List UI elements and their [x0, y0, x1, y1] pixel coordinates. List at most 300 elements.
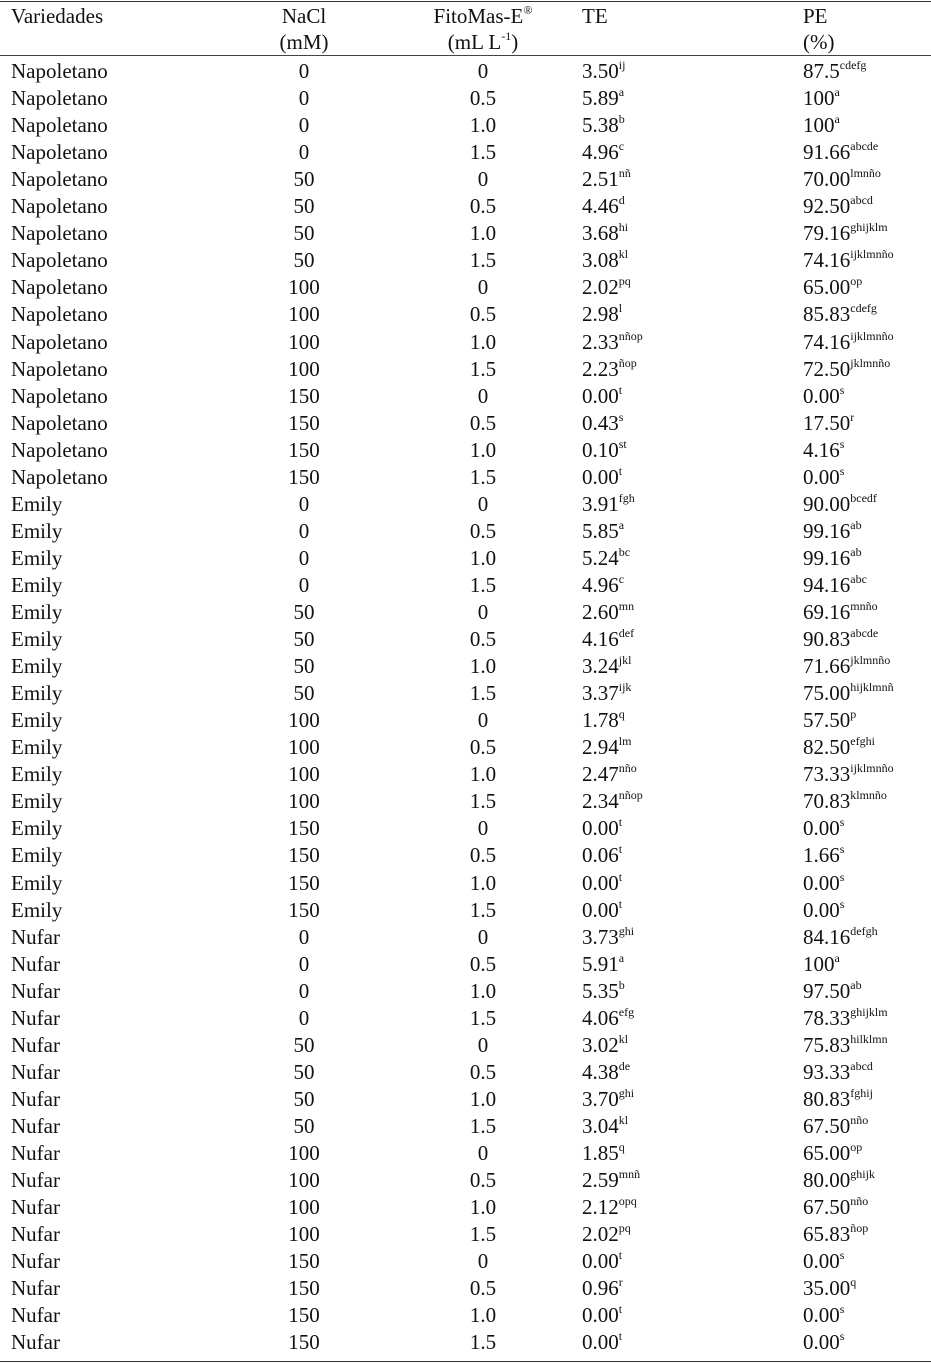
te-cell [582, 220, 628, 247]
pe-cell [803, 599, 878, 626]
pe-value: 100 [803, 113, 835, 138]
variety-cell: Emily [11, 491, 63, 516]
pe-cell [803, 707, 856, 734]
pe-value: 70.00 [803, 167, 851, 192]
fitomas-cell: 0.5 [469, 951, 497, 976]
nacl-cell: 0 [298, 572, 310, 597]
nacl-cell: 150 [288, 870, 320, 895]
pe-value: 0.00 [803, 1249, 840, 1274]
pe-letters: fghij [850, 1085, 873, 1100]
te-value: 3.04 [582, 1113, 619, 1138]
table-row [0, 626, 931, 653]
variety-cell: Napoletano [11, 248, 108, 273]
te-letters: d [618, 193, 625, 208]
pe-value: 0.00 [803, 897, 840, 922]
te-letters: pq [618, 1221, 631, 1236]
fitomas-cell: 0 [477, 383, 489, 408]
fitomas-cell: 0 [477, 1141, 489, 1165]
nacl-cell: 50 [293, 1086, 315, 1111]
nacl-cell: 150 [288, 816, 320, 841]
table-row [0, 599, 931, 626]
te-value: 3.70 [582, 1086, 619, 1111]
variety-cell: Nufar [11, 1059, 60, 1084]
pe-cell [803, 410, 854, 437]
variety-cell: Napoletano [11, 194, 108, 219]
te-letters: q [618, 707, 625, 722]
nacl-cell: 100 [288, 1195, 320, 1220]
table-row [0, 572, 931, 599]
te-cell [582, 897, 622, 924]
pe-cell [803, 85, 840, 112]
nacl-cell: 100 [288, 1168, 320, 1193]
variety-cell: Nufar [11, 1303, 60, 1328]
table-row [0, 464, 931, 491]
nacl-cell: 100 [288, 275, 320, 300]
nacl-cell: 0 [298, 113, 310, 138]
table-row [0, 1248, 931, 1275]
pe-letters: hilklmn [850, 1031, 888, 1046]
table-row [0, 58, 931, 85]
te-value: 3.50 [582, 59, 619, 83]
nacl-cell: 0 [298, 978, 310, 1003]
fitomas-cell: 0.5 [469, 1276, 497, 1301]
variety-cell: Nufar [11, 1113, 60, 1138]
te-value: 3.24 [582, 654, 619, 679]
variety-cell: Emily [11, 708, 63, 733]
pe-cell [803, 1302, 844, 1329]
pe-value: 90.83 [803, 627, 851, 652]
pe-cell [803, 761, 894, 788]
header-rule [0, 55, 931, 56]
fitomas-cell: 1.5 [469, 1330, 497, 1355]
pe-cell [803, 788, 887, 815]
variety-cell: Napoletano [11, 356, 108, 381]
pe-letters: abcde [850, 626, 879, 641]
fitomas-cell: 1.5 [469, 356, 497, 381]
pe-cell [803, 924, 878, 951]
table-row [0, 274, 931, 301]
fitomas-cell: 1.0 [469, 1303, 497, 1328]
variety-cell: Nufar [11, 1141, 60, 1165]
table-row [0, 978, 931, 1005]
te-letters: pq [618, 274, 631, 289]
pe-value: 91.66 [803, 140, 851, 165]
pe-cell [803, 1221, 868, 1248]
fitomas-cell: 1.0 [469, 437, 497, 462]
te-value: 0.06 [582, 843, 619, 868]
te-letters: bc [618, 544, 631, 559]
te-cell [582, 1194, 637, 1221]
variety-cell: Napoletano [11, 275, 108, 300]
pe-letters: abcd [850, 1058, 873, 1073]
te-value: 5.91 [582, 951, 619, 976]
table-row [0, 870, 931, 897]
nacl-cell: 50 [293, 1113, 315, 1138]
fitomas-cell: 0 [477, 1032, 489, 1057]
pe-cell [803, 978, 862, 1005]
te-letters: kl [618, 247, 629, 262]
variety-cell: Emily [11, 654, 63, 679]
pe-cell [803, 247, 894, 274]
pe-letters: ab [850, 544, 862, 559]
pe-value: 73.33 [803, 762, 851, 787]
pe-cell [803, 572, 867, 599]
table-row [0, 139, 931, 166]
variety-cell: Napoletano [11, 59, 108, 83]
nacl-cell: 150 [288, 1303, 320, 1328]
nacl-cell: 50 [293, 600, 315, 624]
nacl-cell: 50 [293, 627, 315, 652]
nacl-cell: 100 [288, 789, 320, 814]
table-top-rule [0, 1, 931, 2]
header-te: TE [582, 4, 608, 28]
te-cell [582, 1167, 640, 1194]
pe-letters: ghijklm [850, 220, 888, 235]
pe-value: 0.00 [803, 870, 840, 895]
pe-value: 94.16 [803, 572, 851, 597]
te-value: 4.16 [582, 627, 619, 652]
te-value: 1.85 [582, 1141, 619, 1165]
nacl-cell: 50 [293, 654, 315, 679]
te-cell [582, 1005, 634, 1032]
pe-value: 65.83 [803, 1222, 851, 1247]
te-cell [582, 301, 622, 328]
te-letters: t [618, 1329, 623, 1344]
te-value: 3.73 [582, 924, 619, 949]
pe-cell [803, 1194, 868, 1221]
pe-value: 0.00 [803, 383, 840, 408]
te-letters: jkl [618, 653, 632, 668]
nacl-cell: 0 [298, 491, 310, 516]
variety-cell: Emily [11, 518, 63, 543]
pe-value: 99.16 [803, 545, 851, 570]
fitomas-cell: 1.0 [469, 654, 497, 679]
table-row [0, 1167, 931, 1194]
pe-letters: s [839, 463, 845, 478]
pe-letters: klmnño [850, 788, 887, 803]
pe-value: 0.00 [803, 1330, 840, 1355]
te-value: 5.24 [582, 545, 619, 570]
pe-value: 75.00 [803, 681, 851, 706]
table-row [0, 301, 931, 328]
pe-letters: q [850, 1275, 857, 1290]
pe-cell [803, 301, 877, 328]
pe-letters: jklmnño [850, 653, 891, 668]
te-cell [582, 112, 625, 139]
table-row [0, 1032, 931, 1059]
te-cell [582, 951, 624, 978]
te-letters: kl [618, 1112, 629, 1127]
te-value: 2.51 [582, 167, 619, 192]
te-letters: t [618, 896, 623, 911]
fitomas-cell: 1.0 [469, 329, 497, 354]
pe-cell [803, 112, 840, 139]
pe-letters: defgh [850, 923, 878, 938]
variety-cell: Nufar [11, 978, 60, 1003]
pe-letters: s [839, 1302, 845, 1317]
variety-cell: Emily [11, 870, 63, 895]
te-value: 2.33 [582, 329, 619, 354]
pe-letters: op [850, 274, 863, 289]
variety-cell: Napoletano [11, 383, 108, 408]
header-nacl: NaCl (mM) [279, 4, 329, 54]
fitomas-cell: 0.5 [469, 735, 497, 760]
te-letters: b [618, 977, 625, 992]
pe-letters: ijklmnño [850, 761, 894, 776]
pe-value: 1.66 [803, 843, 840, 868]
nacl-cell: 100 [288, 1222, 320, 1247]
pe-value: 93.33 [803, 1059, 851, 1084]
pe-value: 70.83 [803, 789, 851, 814]
te-cell [582, 1248, 622, 1275]
te-cell [582, 924, 634, 951]
nacl-cell: 150 [288, 843, 320, 868]
pe-value: 0.00 [803, 1303, 840, 1328]
fitomas-cell: 1.5 [469, 1005, 497, 1030]
fitomas-cell: 1.5 [469, 1113, 497, 1138]
table-row [0, 707, 931, 734]
table-row [0, 653, 931, 680]
te-letters: t [618, 1248, 623, 1263]
fitomas-cell: 0.5 [469, 518, 497, 543]
te-cell [582, 518, 624, 545]
pe-value: 82.50 [803, 735, 851, 760]
te-letters: t [618, 869, 623, 884]
pe-letters: jklmnño [850, 355, 891, 370]
te-value: 4.38 [582, 1059, 619, 1084]
te-value: 3.08 [582, 248, 619, 273]
te-value: 1.78 [582, 708, 619, 733]
te-value: 0.00 [582, 383, 619, 408]
nacl-cell: 0 [298, 518, 310, 543]
te-cell [582, 626, 634, 653]
pe-cell [803, 951, 840, 978]
header-variety: Variedades [11, 4, 104, 28]
te-letters: nñop [618, 328, 643, 343]
pe-value: 97.50 [803, 978, 851, 1003]
variety-cell: Emily [11, 789, 63, 814]
nacl-cell: 0 [298, 951, 310, 976]
pe-letters: s [839, 815, 845, 830]
te-value: 0.00 [582, 870, 619, 895]
pe-value: 57.50 [803, 708, 851, 733]
te-cell [582, 1221, 631, 1248]
fitomas-cell: 0 [477, 1249, 489, 1274]
te-letters: nñop [618, 788, 643, 803]
pe-letters: nño [850, 1194, 869, 1209]
table-row [0, 545, 931, 572]
table-row [0, 85, 931, 112]
variety-cell: Emily [11, 545, 63, 570]
nacl-cell: 150 [288, 437, 320, 462]
table-row [0, 951, 931, 978]
nacl-cell: 50 [293, 221, 315, 246]
pe-value: 67.50 [803, 1195, 851, 1220]
table-row [0, 1194, 931, 1221]
pe-letters: ab [850, 517, 862, 532]
pe-letters: ijklmnño [850, 247, 894, 262]
table-row [0, 356, 931, 383]
variety-cell: Nufar [11, 1168, 60, 1193]
nacl-cell: 50 [293, 194, 315, 219]
fitomas-cell: 0.5 [469, 1059, 497, 1084]
fitomas-cell: 1.5 [469, 1222, 497, 1247]
pe-value: 65.00 [803, 1141, 851, 1165]
nacl-cell: 150 [288, 1276, 320, 1301]
fitomas-cell: 0 [477, 59, 489, 83]
fitomas-cell: 1.5 [469, 681, 497, 706]
fitomas-cell: 0.5 [469, 843, 497, 868]
variety-cell: Nufar [11, 1330, 60, 1355]
te-cell [582, 1329, 622, 1356]
te-cell [582, 85, 624, 112]
table-row [0, 1086, 931, 1113]
variety-cell: Nufar [11, 1222, 60, 1247]
pe-cell [803, 1086, 873, 1113]
pe-value: 75.83 [803, 1032, 851, 1057]
te-value: 3.02 [582, 1032, 619, 1057]
te-value: 0.96 [582, 1276, 619, 1301]
te-value: 0.43 [582, 410, 619, 435]
fitomas-cell: 1.0 [469, 1195, 497, 1220]
nacl-cell: 0 [298, 59, 310, 83]
te-value: 2.98 [582, 302, 619, 327]
pe-value: 0.00 [803, 464, 840, 489]
te-letters: t [618, 382, 623, 397]
variety-cell: Emily [11, 735, 63, 760]
nacl-cell: 100 [288, 735, 320, 760]
pe-cell [803, 220, 888, 247]
table-row [0, 761, 931, 788]
pe-letters: cdefg [839, 58, 867, 72]
te-cell [582, 437, 627, 464]
fitomas-cell: 1.0 [469, 545, 497, 570]
te-letters: ijk [618, 680, 632, 695]
pe-cell [803, 1059, 873, 1086]
te-value: 5.89 [582, 86, 619, 111]
te-cell [582, 734, 631, 761]
fitomas-cell: 1.0 [469, 221, 497, 246]
table-row [0, 788, 931, 815]
table-row [0, 815, 931, 842]
te-letters: fgh [618, 490, 635, 505]
te-value: 4.06 [582, 1005, 619, 1030]
pe-value: 100 [803, 86, 835, 111]
nacl-cell: 150 [288, 464, 320, 489]
variety-cell: Emily [11, 600, 63, 624]
pe-cell [803, 870, 844, 897]
variety-cell: Napoletano [11, 329, 108, 354]
pe-letters: nño [850, 1112, 869, 1127]
variety-cell: Napoletano [11, 86, 108, 111]
te-letters: efg [618, 1004, 635, 1019]
pe-letters: s [839, 436, 845, 451]
pe-value: 74.16 [803, 329, 851, 354]
te-letters: t [618, 1302, 623, 1317]
table-row [0, 166, 931, 193]
te-cell [582, 1032, 628, 1059]
fitomas-cell: 0.5 [469, 410, 497, 435]
pe-letters: bcedf [850, 490, 877, 505]
pe-value: 79.16 [803, 221, 851, 246]
nacl-cell: 150 [288, 1330, 320, 1355]
pe-cell [803, 274, 862, 301]
variety-cell: Emily [11, 816, 63, 841]
table-row [0, 329, 931, 356]
te-value: 5.85 [582, 518, 619, 543]
pe-letters: s [839, 1329, 845, 1344]
pe-cell [803, 1248, 844, 1275]
nacl-cell: 50 [293, 167, 315, 192]
pe-cell [803, 139, 878, 166]
te-value: 4.96 [582, 572, 619, 597]
pe-value: 92.50 [803, 194, 851, 219]
fitomas-cell: 0.5 [469, 627, 497, 652]
table-row [0, 1113, 931, 1140]
fitomas-cell: 1.5 [469, 789, 497, 814]
nacl-cell: 50 [293, 1059, 315, 1084]
te-letters: nñ [618, 166, 631, 181]
pe-value: 74.16 [803, 248, 851, 273]
pe-cell [803, 1140, 862, 1167]
nacl-cell: 150 [288, 410, 320, 435]
pe-letters: s [839, 382, 845, 397]
variety-cell: Nufar [11, 1005, 60, 1030]
nacl-cell: 100 [288, 329, 320, 354]
te-letters: b [618, 112, 625, 127]
fitomas-cell: 0.5 [469, 86, 497, 111]
nacl-cell: 50 [293, 681, 315, 706]
variety-cell: Napoletano [11, 302, 108, 327]
te-letters: l [618, 301, 623, 316]
te-letters: ñop [618, 355, 637, 370]
te-value: 3.91 [582, 491, 619, 516]
nacl-cell: 50 [293, 1032, 315, 1057]
header-fitomas: FitoMas-E® (mL $L^{-1}$) [433, 3, 533, 54]
pe-value: 100 [803, 951, 835, 976]
variety-cell: Napoletano [11, 410, 108, 435]
te-value: 0.10 [582, 437, 619, 462]
variety-cell: Nufar [11, 951, 60, 976]
pe-letters: s [839, 896, 845, 911]
te-cell [582, 1059, 630, 1086]
pe-cell [803, 1113, 868, 1140]
te-cell [582, 707, 625, 734]
te-cell [582, 274, 631, 301]
pe-value: 0.00 [803, 816, 840, 841]
te-value: 0.00 [582, 1330, 619, 1355]
te-letters: t [618, 463, 623, 478]
pe-value: 4.16 [803, 437, 840, 462]
pe-cell [803, 545, 862, 572]
te-letters: def [618, 626, 635, 641]
table-row [0, 1005, 931, 1032]
te-cell [582, 464, 622, 491]
pe-value: 78.33 [803, 1005, 851, 1030]
pe-value: 65.00 [803, 275, 851, 300]
te-value: 2.02 [582, 1222, 619, 1247]
nacl-cell: 150 [288, 1249, 320, 1274]
variety-cell: Napoletano [11, 113, 108, 138]
variety-cell: Napoletano [11, 140, 108, 165]
pe-letters: p [850, 707, 857, 722]
pe-letters: abcd [850, 193, 873, 208]
pe-cell [803, 1167, 875, 1194]
variety-cell: Emily [11, 897, 63, 922]
te-cell [582, 193, 625, 220]
te-cell [582, 58, 625, 85]
variety-cell: Nufar [11, 1086, 60, 1111]
